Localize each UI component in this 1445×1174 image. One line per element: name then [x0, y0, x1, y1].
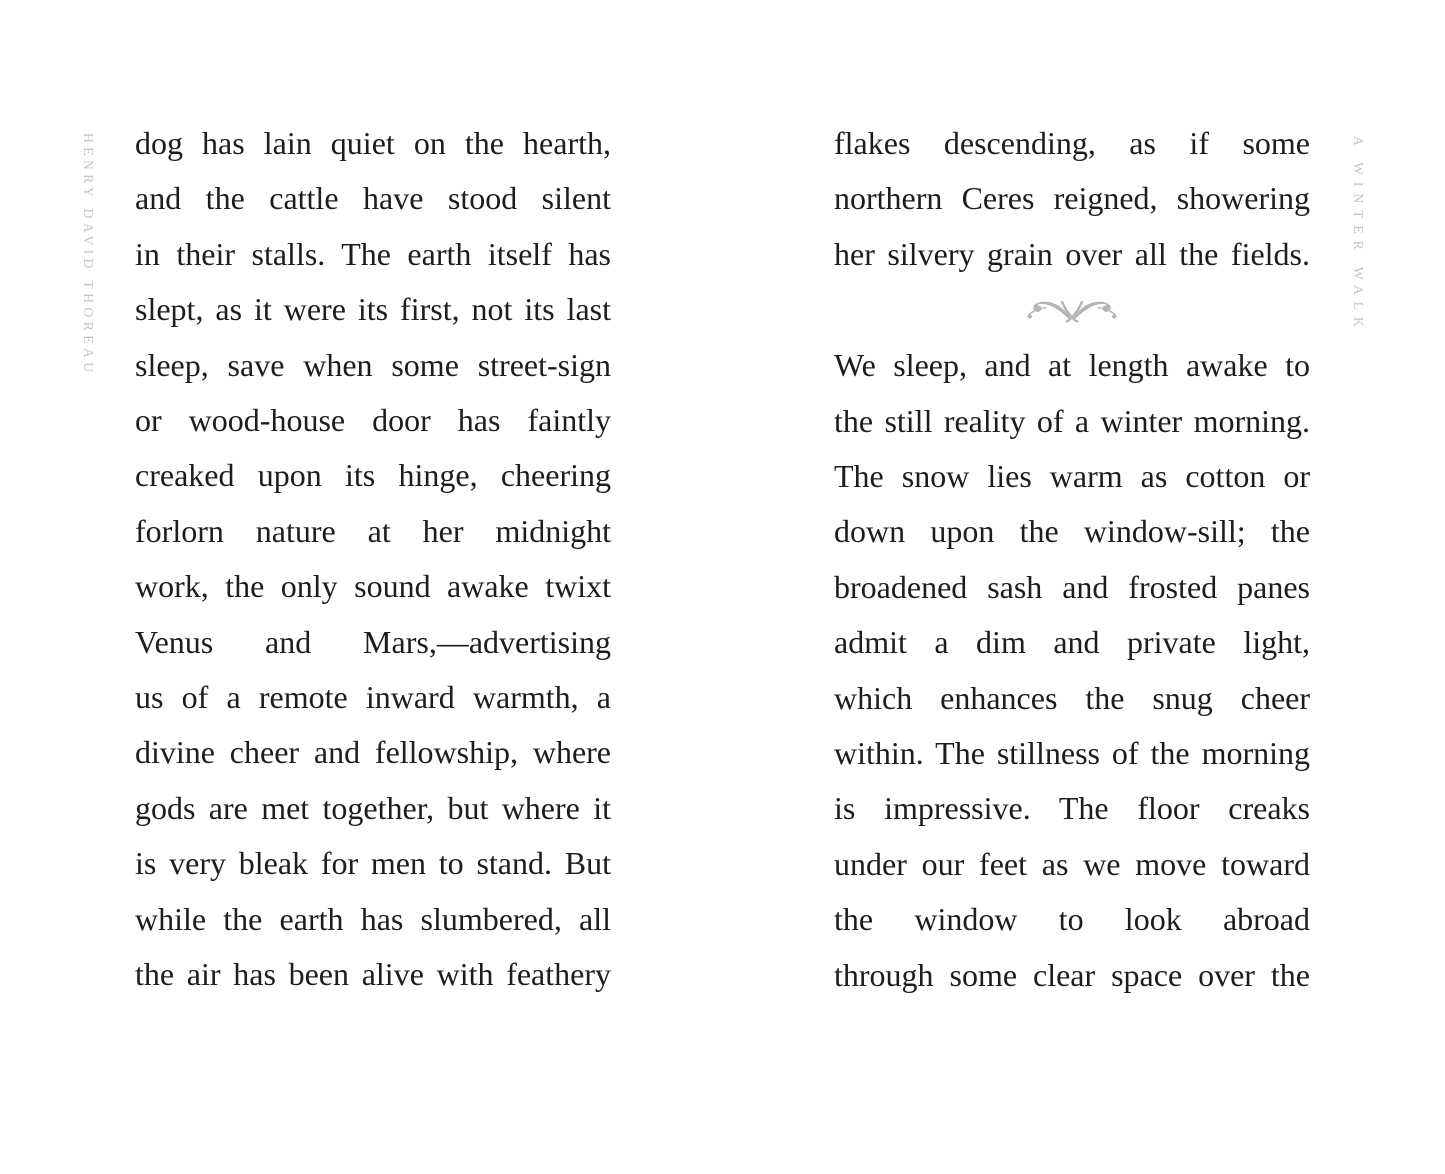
text-line: broadened sash and frosted panes: [834, 568, 1310, 605]
text-line: The snow lies warm as cotton or: [834, 458, 1310, 495]
text-line: which enhances the snug cheer: [834, 679, 1310, 716]
running-header-title: A WINTER WALK: [1351, 136, 1366, 334]
text-line: the still reality of a winter morning.: [834, 402, 1310, 439]
left-page-text-column: [135, 116, 611, 1003]
text-line: admit a dim and private light,: [834, 624, 1310, 661]
text-line: forlorn nature at her midnight: [135, 512, 611, 549]
text-line: the air has been alive with feathery: [135, 956, 611, 993]
text-line: and the cattle have stood silent: [135, 180, 611, 217]
running-header-author: HENRY DAVID THOREAU: [81, 133, 96, 377]
text-line: is very bleak for men to stand. But: [135, 845, 611, 882]
text-line: within. The stillness of the morning: [834, 735, 1310, 772]
text-line: while the earth has slumbered, all: [135, 900, 611, 937]
section-break: [834, 282, 1310, 338]
text-line: Venus and Mars,—advertising: [135, 623, 611, 660]
text-line: dog has lain quiet on the hearth,: [135, 125, 611, 161]
text-line: sleep, save when some street-sign: [135, 346, 611, 383]
text-line: is impressive. The floor creaks: [834, 790, 1310, 827]
text-line: slept, as it were its first, not its last: [135, 291, 611, 328]
text-line: in their stalls. The earth itself has: [135, 235, 611, 272]
text-line: through some clear space over the: [834, 956, 1310, 993]
text-line: creaked upon its hinge, cheering: [135, 457, 611, 494]
text-line: flakes descending, as if some: [834, 125, 1310, 161]
right-page-text-column: [834, 116, 1310, 1003]
text-line: work, the only sound awake twixt: [135, 568, 611, 605]
text-line: or wood-house door has faintly: [135, 402, 611, 439]
text-line: us of a remote inward warmth, a: [135, 679, 611, 716]
text-line: divine cheer and fellowship, where: [135, 734, 611, 771]
text-line: We sleep, and at length awake to: [834, 347, 1310, 384]
text-line: gods are met together, but where it: [135, 789, 611, 826]
text-line: her silvery grain over all the fields.: [834, 235, 1310, 272]
text-line: the window to look abroad: [834, 901, 1310, 938]
text-line: down upon the window-sill; the: [834, 513, 1310, 550]
text-line: under our feet as we move toward: [834, 845, 1310, 882]
fleuron-ornament-icon: [1019, 294, 1125, 326]
text-line: northern Ceres reigned, showering: [834, 180, 1310, 217]
